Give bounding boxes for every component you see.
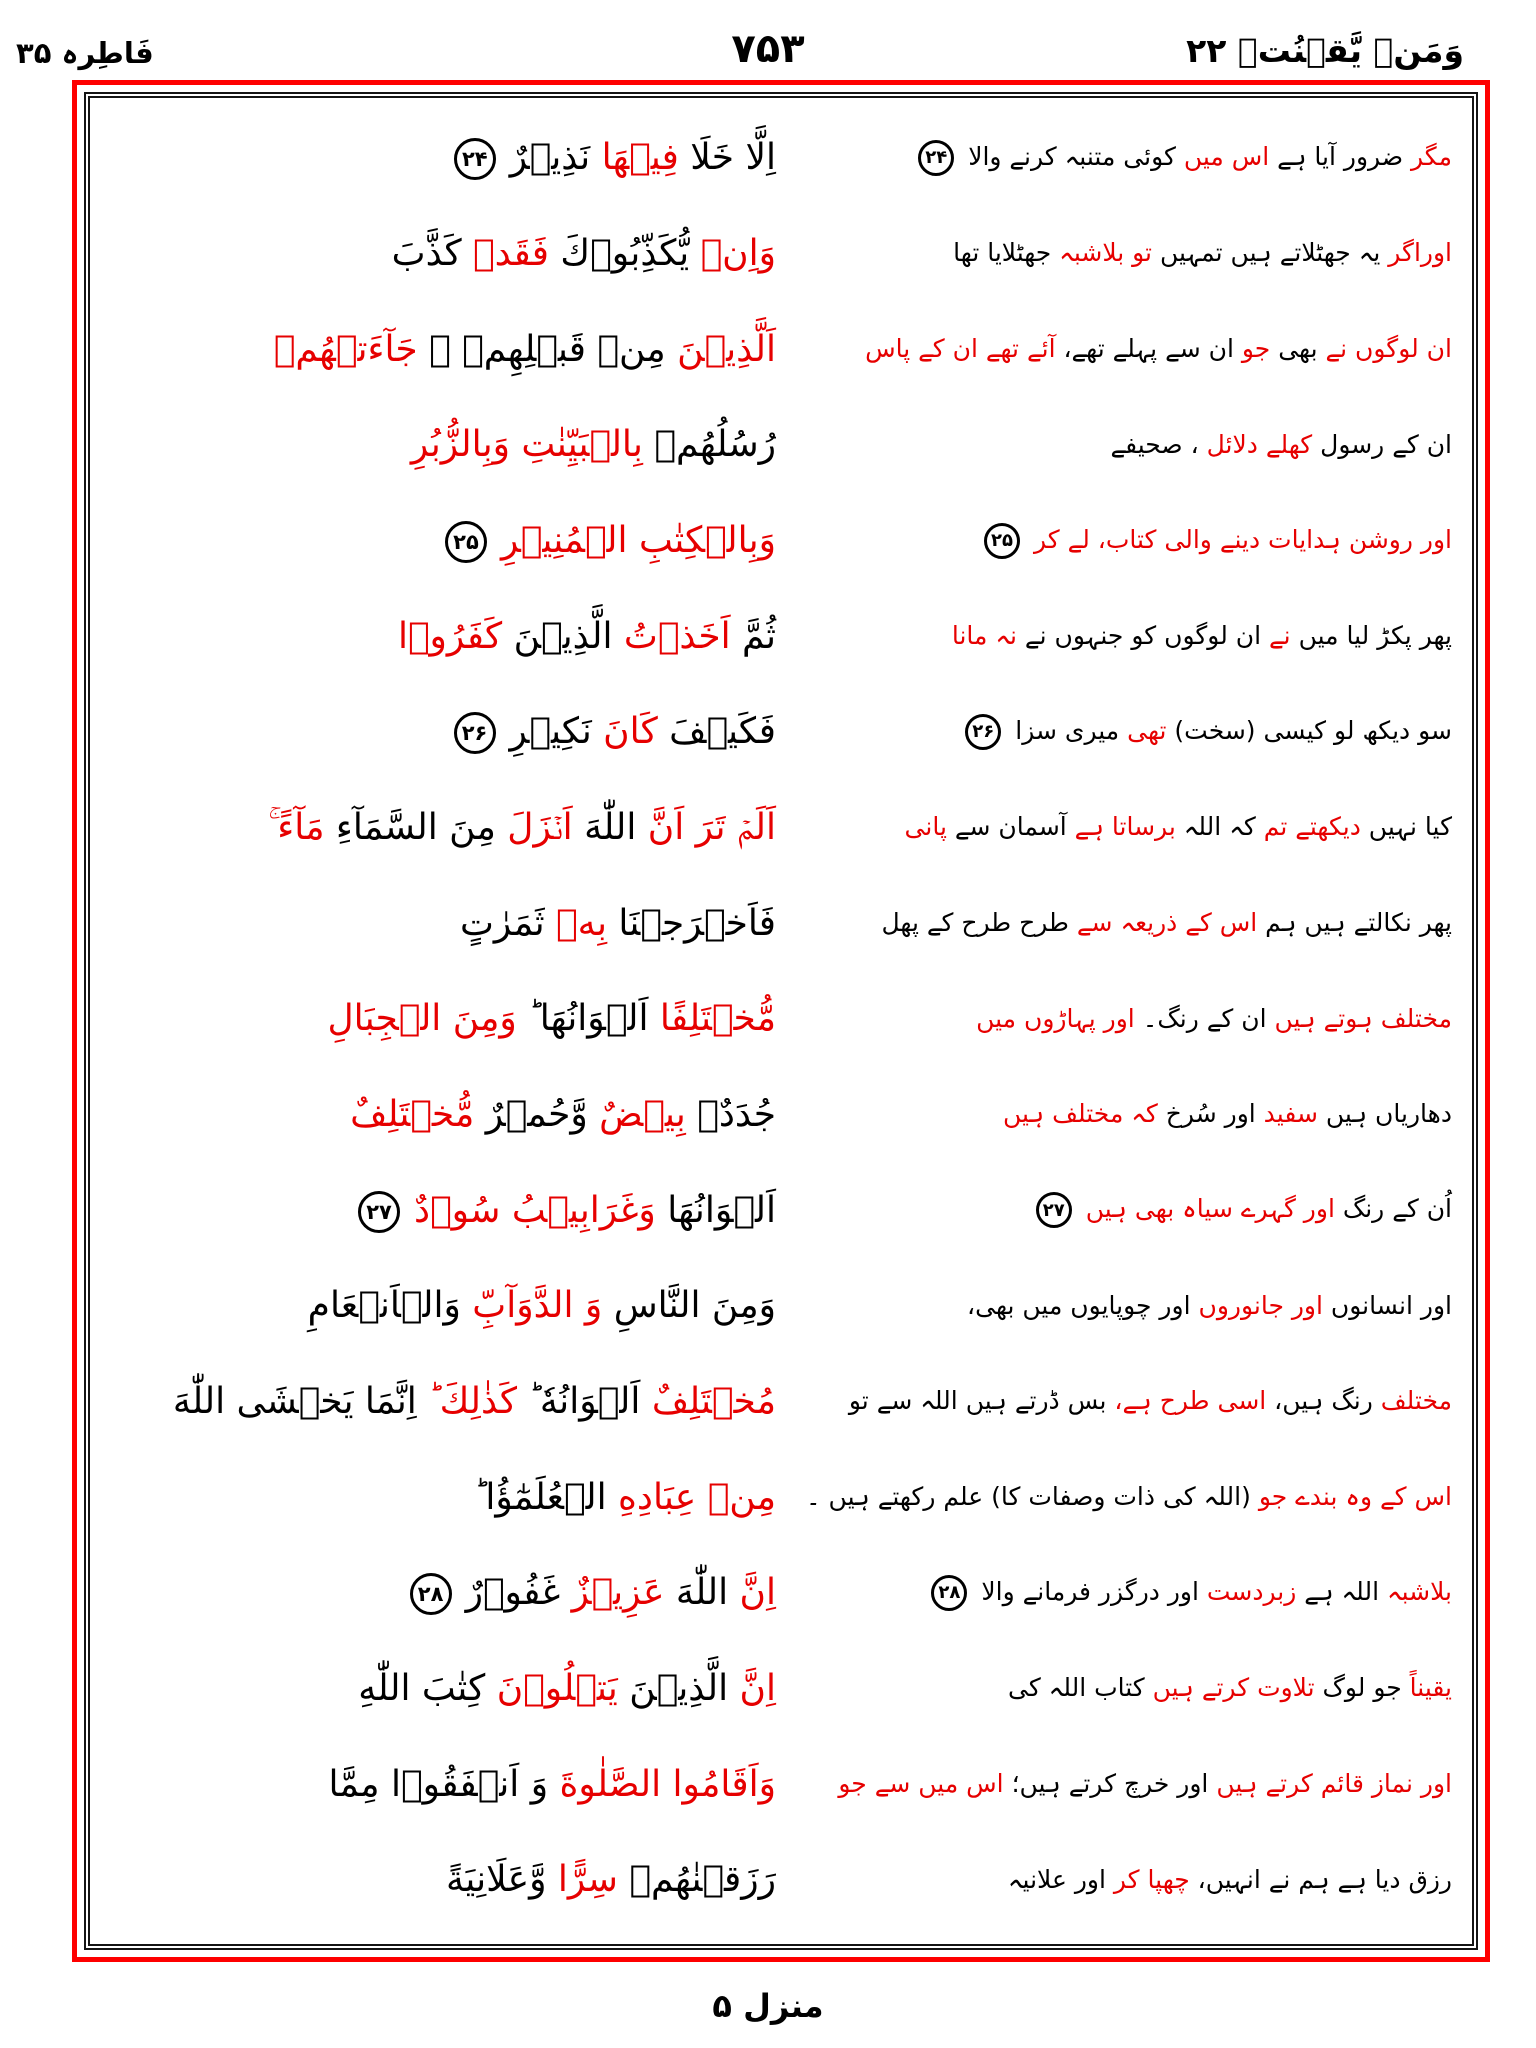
text-segment: جو لوگ: [1314, 1673, 1402, 1703]
arabic-verse-line: [104, 1762, 776, 1807]
urdu-translation-line: [776, 429, 1452, 462]
ayah-number-badge: ۲۶: [965, 714, 1001, 750]
text-segment: کَذَّبَ: [391, 233, 462, 274]
text-segment: وَمِنَ النَّاسِ: [602, 1285, 776, 1327]
page-number: ۷۵۳: [731, 26, 805, 72]
verse-row: [104, 901, 1452, 946]
urdu-translation-line: [776, 1192, 1452, 1228]
arabic-verse-line: [104, 996, 776, 1041]
text-segment: اور علانیہ: [1007, 1864, 1106, 1894]
verse-row: [104, 422, 1452, 467]
highlighted-text-segment: نے: [1261, 620, 1291, 650]
verse-row: [104, 1666, 1452, 1711]
highlighted-text-segment: پانی: [904, 812, 947, 842]
verse-row: [104, 1475, 1452, 1520]
highlighted-text-segment: اِنَّ: [728, 1668, 776, 1710]
text-segment: کیا نہیں: [1360, 812, 1452, 842]
text-segment: اور چوپایوں میں بھی،: [967, 1290, 1191, 1320]
urdu-translation-line: [776, 620, 1452, 653]
highlighted-text-segment: وَاِنۡ: [689, 233, 776, 274]
highlighted-text-segment: فَقَدۡ: [461, 233, 549, 274]
urdu-translation-line: [776, 1290, 1452, 1323]
arabic-verse-line: [104, 614, 776, 659]
highlighted-text-segment: کھلے دلائل: [1198, 429, 1313, 459]
highlighted-text-segment: اس میں: [1175, 141, 1270, 171]
highlighted-text-segment: جَآءَتۡهُمۡ: [273, 328, 418, 370]
ayah-number-badge: ۲۸: [410, 1573, 452, 1615]
text-segment: کِتٰبَ اللّٰهِ: [358, 1668, 486, 1710]
ayah-number-badge: ۲۵: [445, 521, 487, 563]
verse-row: [104, 1570, 1452, 1615]
urdu-translation-line: [776, 1864, 1452, 1897]
highlighted-text-segment: بِیۡضٌ: [587, 1094, 686, 1136]
text-segment: ان کے رسول: [1312, 429, 1452, 459]
text-segment: (اللہ کی ذات وصفات کا) علم رکھتے ہیں ۔: [805, 1481, 1251, 1511]
text-segment: فَاَخۡرَجۡنَا: [606, 902, 776, 944]
highlighted-text-segment: اَخَذۡتُ: [612, 615, 731, 657]
highlighted-text-segment: مختلف: [1372, 1386, 1452, 1416]
highlighted-text-segment: مُخۡتَلِفٌ: [640, 1381, 776, 1423]
highlighted-text-segment: یَتۡلُوۡنَ: [485, 1668, 618, 1710]
verse-row: [104, 1283, 1452, 1328]
arabic-verse-line: [104, 1283, 776, 1328]
highlighted-text-segment: اسی طرح ہے،: [1106, 1386, 1267, 1416]
verse-row: [104, 327, 1452, 372]
text-segment: یہ جھٹلاتے ہیں تمہیں: [1152, 238, 1381, 268]
text-segment: اور درگزر فرمانے والا: [981, 1576, 1199, 1606]
text-segment: پھر پکڑ لیا میں: [1290, 620, 1452, 650]
text-segment: کوئی متنبہ کرنے والا: [968, 141, 1176, 171]
verse-row: [104, 1379, 1452, 1424]
text-segment: اِلَّا خَلَا: [678, 137, 776, 179]
text-segment: اَلۡوَانُهَا: [655, 1189, 776, 1231]
arabic-verse-line: [104, 1666, 776, 1711]
ayah-number-badge: ۲۷: [1036, 1192, 1072, 1228]
highlighted-text-segment: وَغَرَابِیۡبُ سُوۡدٌ: [414, 1189, 656, 1231]
urdu-translation-line: [776, 237, 1452, 270]
highlighted-text-segment: اس کے ذریعہ سے: [1068, 907, 1258, 937]
highlighted-text-segment: چھپا کر: [1105, 1864, 1190, 1894]
arabic-verse-line: [104, 135, 776, 180]
verse-row: [104, 805, 1452, 850]
ayah-number-badge: ۲۸: [931, 1575, 967, 1611]
urdu-translation-line: [776, 1481, 1452, 1514]
text-segment: اَلۡوَانُهٗ ؕ: [516, 1381, 641, 1423]
text-segment: وَّحُمۡرٌ: [474, 1094, 588, 1136]
urdu-translation-line: [776, 714, 1452, 750]
text-segment: سو دیکھ لو کیسی (سخت): [1166, 715, 1452, 745]
text-segment: رُسُلُهُمۡ: [642, 424, 776, 466]
inner-black-frame: [84, 92, 1478, 1950]
verse-row: [104, 1188, 1452, 1233]
highlighted-text-segment: کہ مختلف ہیں: [1002, 1099, 1158, 1129]
page-footer: [0, 1978, 1536, 2034]
highlighted-text-segment: مگر: [1403, 141, 1452, 171]
arabic-verse-line: [104, 327, 776, 372]
arabic-verse-line: [104, 231, 776, 276]
text-segment: مِنۡ قَبۡلِهِمۡ ۚ: [417, 328, 666, 370]
text-segment: اللہ ہے: [1296, 1576, 1380, 1606]
text-segment: رَزَقۡنٰهُمۡ: [617, 1859, 776, 1901]
text-segment: ان لوگوں کو جنہوں نے: [1016, 620, 1262, 650]
text-segment: اِنَّمَا یَخۡشَی اللّٰهَ: [172, 1381, 417, 1423]
arabic-verse-line: [104, 1092, 776, 1137]
highlighted-text-segment: اوراگر: [1380, 238, 1452, 268]
highlighted-text-segment: اور گہرے سیاہ بھی ہیں: [1085, 1194, 1335, 1224]
ayah-number-badge: ۲۴: [918, 140, 954, 176]
text-segment: الَّذِیۡنَ: [502, 615, 613, 657]
verse-row: [104, 1092, 1452, 1137]
highlighted-text-segment: اور جانوروں: [1190, 1290, 1323, 1320]
text-segment: ان سے پہلے تھے،: [1055, 333, 1234, 363]
highlighted-text-segment: برساتا ہے: [1066, 812, 1176, 842]
arabic-verse-line: [104, 1379, 776, 1424]
urdu-translation-line: [776, 1575, 1452, 1611]
verse-row: [104, 709, 1452, 754]
urdu-translation-line: [776, 1672, 1452, 1705]
arabic-verse-line: [104, 422, 776, 467]
arabic-verse-line: [104, 805, 776, 850]
highlighted-text-segment: بِهٖ: [544, 902, 607, 944]
verse-row: [104, 518, 1452, 563]
highlighted-text-segment: مِنۡ عِبَادِهِ: [606, 1476, 776, 1518]
manzil-label: منزل ۵: [712, 1987, 824, 2025]
verse-lines: [104, 110, 1452, 1928]
text-segment: نَکِیۡرِ: [509, 711, 592, 753]
text-segment: وَّعَلَانِیَةً: [445, 1859, 547, 1901]
highlighted-text-segment: وَاَقَامُوا الصَّلٰوةَ: [548, 1763, 776, 1805]
urdu-translation-line: [776, 333, 1452, 366]
text-segment: ان کے رنگ۔: [1134, 1003, 1267, 1033]
text-segment: کتاب اللہ کی: [1007, 1673, 1145, 1703]
highlighted-text-segment: وَمِنَ الۡجِبَالِ: [327, 998, 517, 1040]
highlighted-text-segment: مُّخۡتَلِفًا: [648, 998, 776, 1040]
highlighted-text-segment: بلاشبہ: [1379, 1576, 1452, 1606]
highlighted-text-segment: وَ الدَّوَآبِّ: [460, 1285, 603, 1327]
verse-row: [104, 1857, 1452, 1902]
highlighted-text-segment: مُّخۡتَلِفٌ: [350, 1094, 475, 1136]
highlighted-text-segment: اور روشن ہدایات دینے والی کتاب، لے کر: [1033, 524, 1452, 554]
text-segment: جُدَدٌۢ: [685, 1094, 776, 1136]
verse-row: [104, 135, 1452, 180]
highlighted-text-segment: کَفَرُوۡا: [397, 615, 503, 657]
surah-label: فَاطِرہ ۳۵: [16, 36, 154, 70]
highlighted-text-segment: کَانَ: [591, 711, 658, 753]
text-segment: بھی: [1270, 333, 1318, 363]
highlighted-text-segment: جو: [1233, 333, 1271, 363]
text-segment: نَذِیۡرٌ: [509, 137, 591, 179]
highlighted-text-segment: دیکھتے تم: [1255, 812, 1361, 842]
ayah-number-badge: ۲۷: [358, 1191, 400, 1233]
arabic-verse-line: [104, 1570, 776, 1615]
arabic-verse-line: [104, 709, 776, 754]
highlighted-text-segment: اَلَّذِیۡنَ: [665, 328, 776, 370]
text-segment: ثُمَّ: [730, 615, 776, 657]
highlighted-text-segment: بِالۡبَیِّنٰتِ وَبِالزُّبُرِ: [410, 424, 643, 466]
highlighted-text-segment: عَزِیۡزٌ: [560, 1572, 665, 1614]
text-segment: رنگ ہیں،: [1266, 1386, 1373, 1416]
urdu-translation-line: [776, 811, 1452, 844]
verse-row: [104, 1762, 1452, 1807]
highlighted-text-segment: تو بلاشبہ: [1051, 238, 1153, 268]
arabic-verse-line: [104, 1857, 776, 1902]
text-segment: اور انسانوں: [1322, 1290, 1452, 1320]
highlighted-text-segment: اس میں سے جو: [838, 1769, 1004, 1798]
text-segment: یُّکَذِّبُوۡكَ: [548, 233, 690, 274]
juz-label: وَمَنۡ یَّقۡنُتۡ ۲۲: [1186, 31, 1464, 70]
urdu-translation-line: [776, 1385, 1452, 1418]
text-segment: دھاریاں ہیں: [1317, 1099, 1452, 1129]
page-header: [0, 0, 1536, 80]
text-segment: جھٹلایا تھا: [953, 238, 1052, 268]
text-segment: ضرور آیا ہے: [1269, 141, 1404, 171]
text-segment: طرح طرح کے پھل: [881, 907, 1069, 937]
highlighted-text-segment: آئے تھے ان کے پاس: [865, 333, 1056, 363]
highlighted-text-segment: ان لوگوں نے: [1317, 333, 1452, 363]
ayah-number-badge: ۲۴: [454, 138, 496, 180]
text-segment: رزق دیا ہے ہم نے انہیں،: [1189, 1864, 1452, 1894]
highlighted-text-segment: نہ مانا: [951, 620, 1017, 650]
text-segment: اور سُرخ: [1157, 1099, 1256, 1129]
text-segment: وَ اَنۡفَقُوۡا مِمَّا: [328, 1763, 549, 1805]
highlighted-text-segment: یقیناً: [1401, 1673, 1452, 1703]
urdu-translation-line: [776, 140, 1452, 176]
text-segment: آسمان سے: [946, 812, 1067, 842]
arabic-verse-line: [104, 518, 776, 563]
text-segment: اَلۡوَانُهَا ؕ: [516, 998, 649, 1040]
text-segment: الَّذِیۡنَ: [617, 1668, 729, 1710]
highlighted-text-segment: سفید: [1255, 1099, 1318, 1129]
text-segment: اللّٰهَ: [664, 1572, 729, 1614]
highlighted-text-segment: فِیۡهَا: [590, 137, 679, 179]
highlighted-text-segment: اس کے وہ بندے جو: [1250, 1481, 1452, 1511]
urdu-translation-line: [776, 523, 1452, 559]
highlighted-text-segment: زبردست: [1198, 1576, 1297, 1606]
highlighted-text-segment: سِرًّا: [546, 1859, 618, 1901]
ayah-number-badge: ۲۶: [454, 712, 496, 754]
text-segment: میری سزا: [1015, 715, 1120, 745]
arabic-verse-line: [104, 1188, 776, 1233]
verse-row: [104, 231, 1452, 276]
verse-row: [104, 996, 1452, 1041]
text-segment: مِنَ السَّمَآءِ: [324, 807, 496, 849]
outer-red-frame: [72, 80, 1490, 1962]
text-segment: الۡعُلَمٰٓؤُا ؕ: [473, 1476, 607, 1518]
text-segment: بس ڈرتے ہیں اللہ سے تو: [848, 1386, 1107, 1416]
text-segment: ، صحیفے: [1110, 429, 1199, 459]
text-segment: فَکَیۡفَ: [657, 711, 776, 753]
arabic-verse-line: [104, 1475, 776, 1520]
text-segment: ثَمَرٰتٍ: [460, 902, 545, 944]
highlighted-text-segment: مختلف ہوتے ہیں: [1266, 1003, 1452, 1033]
text-segment: کہ اللہ: [1175, 812, 1256, 842]
text-segment: پھر نکالتے ہیں ہم: [1257, 907, 1452, 937]
verse-row: [104, 614, 1452, 659]
urdu-translation-line: [776, 1003, 1452, 1036]
highlighted-text-segment: تلاوت کرتے ہیں: [1144, 1673, 1315, 1703]
urdu-translation-line: [776, 907, 1452, 940]
highlighted-text-segment: کَذٰلِكَ ؕ: [416, 1381, 517, 1423]
text-segment: وَالۡاَنۡعَامِ: [307, 1285, 461, 1327]
highlighted-text-segment: اور پہاڑوں میں: [976, 1003, 1135, 1033]
highlighted-text-segment: تھی: [1119, 715, 1167, 745]
highlighted-text-segment: وَبِالۡکِتٰبِ الۡمُنِیۡرِ: [500, 520, 776, 562]
text-segment: اللّٰهَ: [572, 807, 637, 849]
highlighted-text-segment: مَآءً ۚ: [268, 807, 325, 849]
highlighted-text-segment: اَنۡزَلَ: [495, 807, 573, 849]
ayah-number-badge: ۲۵: [984, 523, 1020, 559]
highlighted-text-segment: اِنَّ: [728, 1572, 776, 1614]
highlighted-text-segment: اَلَمۡ تَرَ اَنَّ: [636, 807, 776, 849]
urdu-translation-line: [776, 1098, 1452, 1131]
text-segment: اُن کے رنگ: [1334, 1194, 1452, 1224]
text-segment: غَفُوۡرٌ: [465, 1572, 561, 1614]
arabic-verse-line: [104, 901, 776, 946]
text-segment: اور خرچ کرتے ہیں؛: [1003, 1769, 1209, 1798]
urdu-translation-line: [776, 1768, 1452, 1801]
highlighted-text-segment: اور نماز قائم کرتے ہیں: [1208, 1769, 1452, 1798]
